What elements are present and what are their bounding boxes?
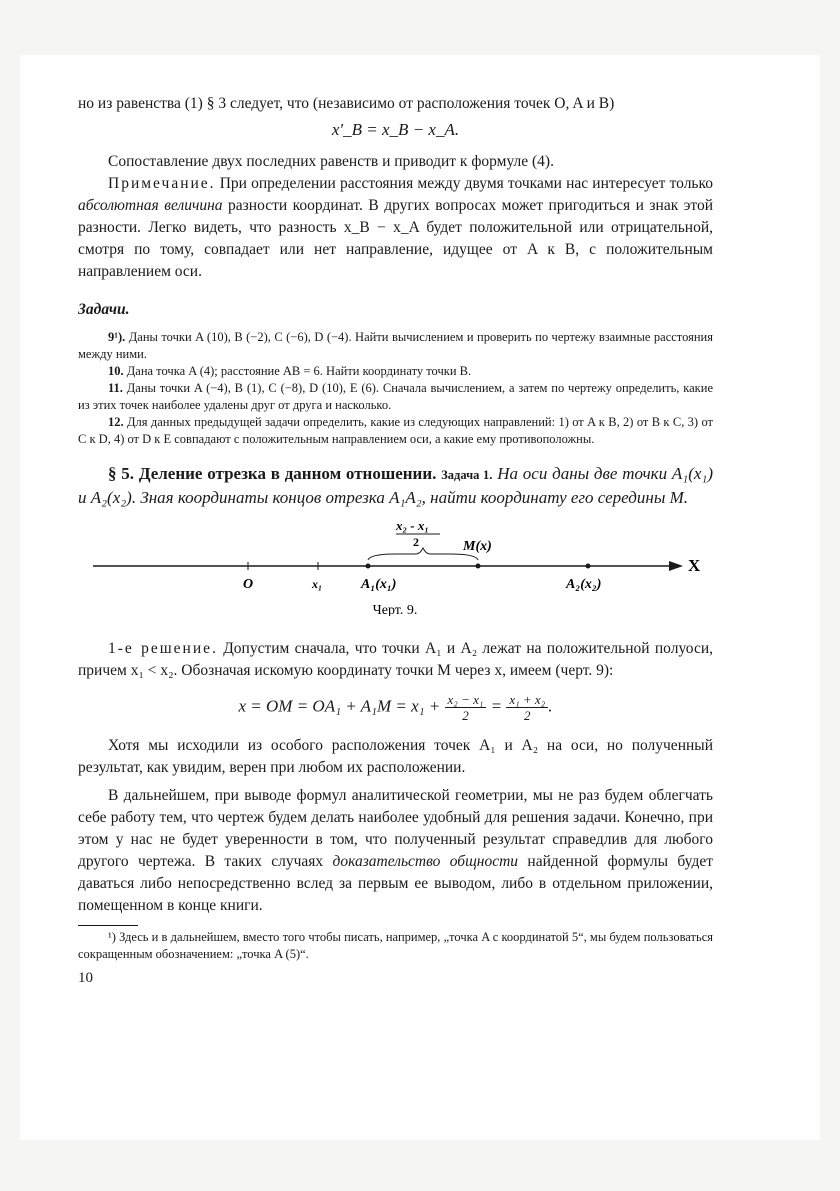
problem-text: Даны точки A (10), B (−2), C (−6), D (−4). Найти вычислением и проверить по чертежу взаимные расстояния между ними.: [78, 330, 713, 361]
problem-number: 10.: [108, 364, 124, 378]
page-body: [78, 93, 713, 989]
fraction-denominator: 2: [524, 708, 531, 723]
solution-paragraph: [78, 638, 713, 682]
problem-item: [78, 363, 713, 380]
problems-title: Задачи.: [78, 301, 130, 318]
continuation-text: но из равенства (1) § 3 следует, что (независимо от расположения точек O, A и B): [78, 95, 615, 112]
further-emphasis: доказательство общности: [332, 853, 519, 870]
point-a2: [586, 564, 591, 569]
note-text-a: При определении расстояния между двумя точками нас интересует только: [215, 175, 713, 192]
formula-difference: x′_B = x_B − x_A.: [331, 120, 460, 139]
problem-item: [78, 329, 713, 363]
section-title: § 5. Деление отрезка в данном отношении.: [108, 464, 437, 483]
solution-text: Допустим сначала, что точки A₁ и A₂ лежат на положительной полуоси, причем x₁ < x₂. Обозначая искомую координату точки M через x, имеем (черт. 9):: [78, 640, 713, 679]
fraction-denominator: 2: [462, 708, 469, 723]
problem-text: Для данных предыдущей задачи определить, какие из следующих направлений: 1) от A к B, 2) от B к C, 3) от C к D, 4) от D к E совпадают с положительным направлением оси, а какие ему противоположны.: [78, 415, 713, 446]
solution-label: 1-е решение.: [108, 640, 218, 657]
note-paragraph: [78, 173, 713, 283]
label-x1: x₁: [312, 577, 323, 591]
problems-list: [78, 329, 713, 448]
problem-number: 11.: [108, 381, 123, 395]
formula-end: .: [548, 696, 553, 716]
axis-arrow-icon: [669, 561, 683, 571]
fraction-half-difference: [445, 692, 487, 723]
further-paragraph: [78, 785, 713, 917]
point-a1: [366, 564, 371, 569]
page-number: 10: [78, 970, 93, 986]
midpoint-formula: [78, 692, 713, 723]
comparison-paragraph: Сопоставление двух последних равенств и приводит к формуле (4).: [108, 153, 554, 170]
problem-text: Дана точка A (4); расстояние AB = 6. Найти координату точки B.: [123, 364, 472, 378]
further-text-b: найденной формулы будет даваться либо непосредственно вслед за первым ее выводом, либо в отдельном приложении, помещенном в конце книги.: [78, 853, 713, 914]
section-heading: [78, 462, 713, 510]
note-label: Примечание.: [108, 175, 216, 192]
further-text-a: В дальнейшем, при выводе формул аналитической геометрии, мы не раз будем облегчать себе работу тем, что чертеж будем делать наиболее удобный для решения задачи. Конечно, при этом у нас не будет уверенности в том, что полученный результат справедлив для любого другого чертежа. В таких случаях: [78, 787, 713, 870]
half-segment-brace: [368, 548, 478, 560]
label-a1: A₁(x₁): [361, 577, 397, 592]
footnote: ¹) Здесь и в дальнейшем, вместо того чтобы писать, например, „точка A с координатой 5“, мы будем пользоваться сокращенным обозначением: „точка A (5)“.: [78, 930, 713, 961]
figure-caption: Черт. 9.: [372, 603, 418, 616]
brace-denominator: 2: [413, 535, 419, 549]
fraction-numerator: x₂ − x₁: [445, 692, 487, 708]
fraction-numerator: x₁ + x₂: [506, 692, 548, 708]
note-text-b: разности координат. В других вопросах может пригодиться и знак этой разности. Легко видеть, что разность x_B − x_A будет положительной или отрицательной, смотря по тому, совпадает или нет направление, идущее от A к B, с положительным направлением оси.: [78, 197, 713, 280]
label-m: M(x): [463, 539, 492, 554]
brace-numerator: x₂ - x₁: [396, 518, 429, 533]
figure-9: [78, 516, 713, 616]
label-origin: O: [243, 577, 254, 592]
problem-item: [78, 380, 713, 414]
footnote-rule: [78, 925, 138, 926]
axis-label: X: [688, 556, 701, 575]
task-text: На оси даны две точки A₁(x₁) и A₂(x₂). Зная координаты концов отрезка A₁A₂, найти координату его середины M.: [78, 464, 713, 507]
problem-item: [78, 414, 713, 448]
point-m: [476, 564, 481, 569]
task-label: Задача 1.: [441, 468, 493, 482]
formula-left: x = OM = OA₁ + A₁M = x₁ +: [238, 696, 441, 716]
problem-number: 9¹).: [108, 330, 126, 344]
problem-number: 12.: [108, 415, 124, 429]
label-a2: A₂(x₂): [566, 577, 602, 592]
note-emphasis: абсолютная величина: [78, 197, 223, 214]
formula-equals: =: [490, 696, 503, 716]
fraction-midpoint: [506, 692, 548, 723]
though-paragraph: Хотя мы исходили из особого расположения точек A₁ и A₂ на оси, но полученный результат, как увидим, верен при любом их расположении.: [78, 737, 713, 776]
problem-text: Даны точки A (−4), B (1), C (−8), D (10), E (6). Сначала вычислением, а затем по чертежу определить, какие из этих точек наиболее удалены друг от друга и насколько.: [78, 381, 713, 412]
